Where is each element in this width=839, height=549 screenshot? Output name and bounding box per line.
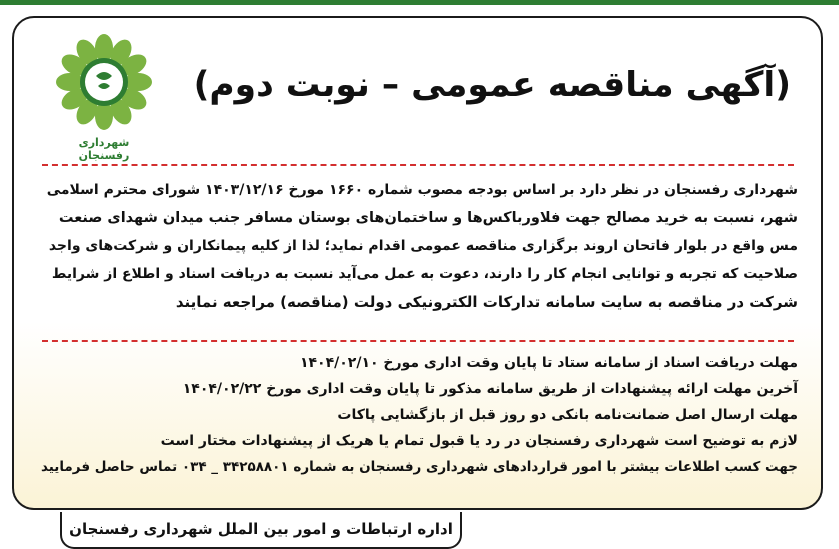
flower-emblem-icon	[54, 30, 154, 134]
body-line: شرکت در مناقصه به سایت سامانه تدارکات الکترونیکی دولت (مناقصه) مراجعه نمایند	[175, 293, 798, 311]
list-item: مهلت ارسال اصل ضمانت‌نامه بانکی دو روز قبل از بازگشایی پاکات	[337, 407, 798, 423]
logo-caption: شهرداری رفسنجان	[78, 136, 130, 162]
notice-title: (آگهی مناقصه عمومی – نوبت دوم)	[193, 65, 791, 105]
list-item: لازم به توضیح است شهرداری رفسنجان در رد یا قبول تمام یا هریک از پیشنهادات مختار است	[160, 433, 798, 449]
list-item: مهلت دریافت اسناد از سامانه ستاد تا پایان وقت اداری مورخ ۱۴۰۴/۰۲/۱۰	[299, 355, 798, 371]
footer-department: اداره ارتباطات و امور بین الملل شهرداری رفسنجان	[60, 512, 462, 549]
deadline-list	[36, 350, 798, 480]
body-line: شهر، نسبت به خرید مصالح جهت فلاورباکس‌ها و ساختمان‌های بوستان مسافر جنب میدان شهدای صنعت	[58, 210, 798, 226]
dashed-divider-middle	[42, 340, 794, 342]
dashed-divider-top	[42, 164, 794, 166]
body-line: مس واقع در بلوار فاتحان اروند برگزاری مناقصه عمومی اقدام نماید؛ لذا از کلیه پیمانکاران و شرکت‌های واجد	[48, 238, 798, 254]
notice-frame	[12, 16, 823, 510]
list-item: جهت کسب اطلاعات بیشتر با امور قراردادهای شهرداری رفسنجان به شماره ۳۴۲۵۸۸۰۱ _ ۰۳۴ تماس حاصل فرمایید	[40, 459, 798, 475]
top-rule	[0, 0, 839, 5]
body-line: صلاحیت که تجربه و توانایی انجام کار را دارند، دعوت به عمل می‌آید نسبت به دریافت اسناد و اطلاع از شرایط	[51, 266, 798, 282]
municipality-logo	[54, 30, 154, 160]
body-line: شهرداری رفسنجان در نظر دارد بر اساس بودجه مصوب شماره ۱۶۶۰ مورخ ۱۴۰۳/۱۲/۱۶ شورای محترم اسلامی	[46, 182, 798, 198]
notice-body	[36, 176, 798, 316]
list-item: آخرین مهلت ارائه پیشنهادات از طریق سامانه مذکور تا پایان وقت اداری مورخ ۱۴۰۴/۰۲/۲۲	[182, 381, 798, 397]
